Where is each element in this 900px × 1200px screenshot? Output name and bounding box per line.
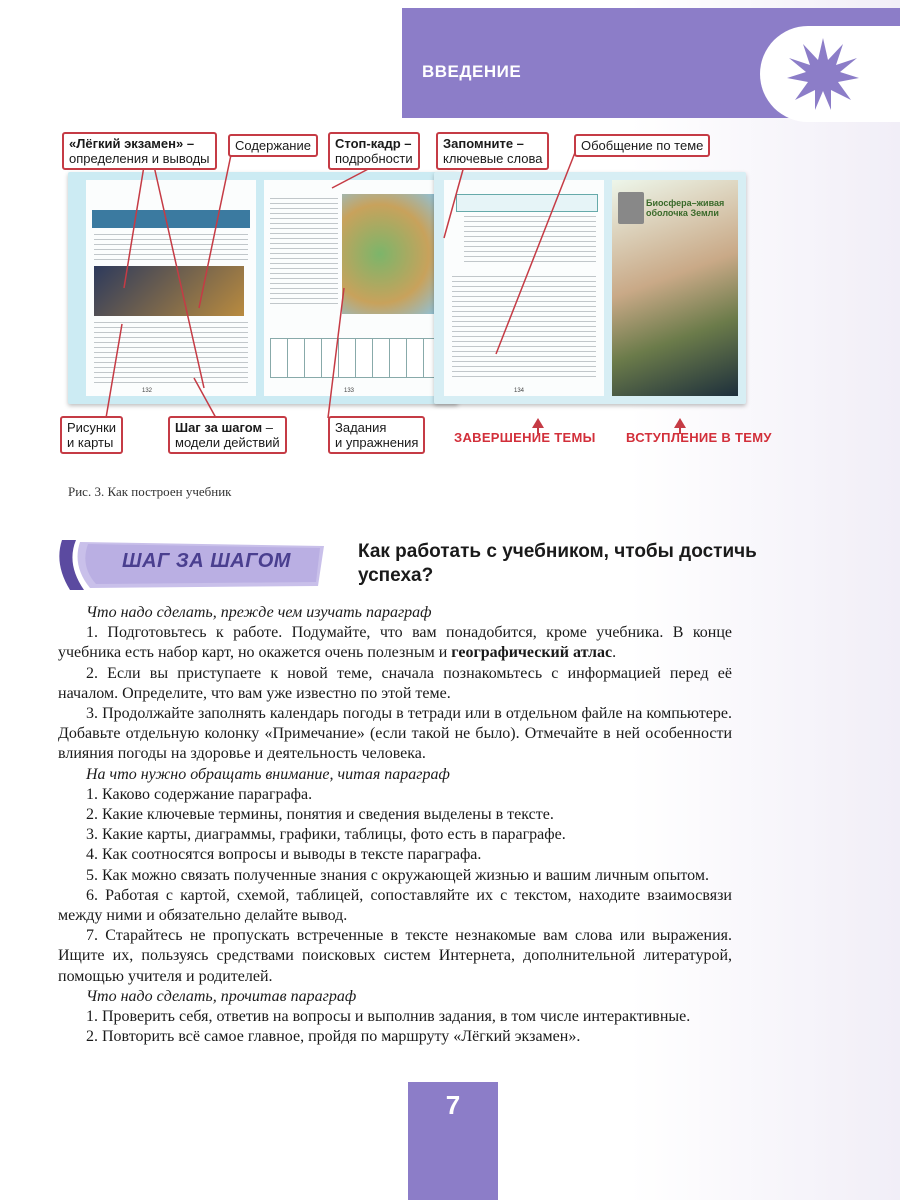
callout-pictures: Рисунки и карты [60,416,123,454]
book-page-photo [612,180,738,396]
callout-contents: Содержание [228,134,318,157]
callout-tasks: Задания и упражнения [328,416,425,454]
paragraph-2: 2. Если вы приступаете к новой теме, сначала познакомьтесь с информацией перед её началом. Определите, что вам уже известно по этой теме. [58,664,732,702]
callout-easy-exam: «Лёгкий экзамен» – определения и выводы [62,132,217,170]
callout-step-by-step: Шаг за шагом – модели действий [168,416,287,454]
star-icon [785,36,861,112]
section-heading: Как работать с учебником, чтобы достичь успеха? [358,541,757,586]
paragraph-3: 3. Продолжайте заполнять календарь погоды в тетради или в отдельном файле на компьютере. Добавьте отдельную колонку «Примечание» (если такой не было). Отмечайте в ней особенности влияния погоды на здоровье и деятельность человека. [58,705,732,763]
book-spread-left [68,172,458,404]
body-text [58,603,732,1047]
page-number: 7 [445,1090,461,1120]
callout-summary: Обобщение по теме [574,134,710,157]
book-page-133: 133 [264,180,442,396]
subheading-after: Что надо сделать, прочитав параграф [86,987,357,1005]
list-item: 2. Повторить всё самое главное, пройдя по маршруту «Лёгкий экзамен». [86,1028,581,1046]
paragraph-1: 1. Подготовьтесь к работе. Подумайте, что вам понадобится, кроме учебника. В конце учебника есть набор карт, но окажется очень полезным и географический атлас. [58,624,732,662]
book-page-132: 132 [86,180,256,396]
list-item: 7. Старайтесь не пропускать встреченные в тексте незнакомые вам слова или выражения. Ищите их, пользуясь средствами поисковых систем Интернета, дополнительной литературой, помощью учителя и родителей. [58,927,732,985]
list-item: 5. Как можно связать полученные знания с окружающей жизнью и вашим личным опытом. [86,866,709,884]
book-spread-right [434,172,746,404]
list-item: 3. Какие карты, диаграммы, графики, таблицы, фото есть в параграфе. [86,826,566,844]
step-badge-label: ШАГ ЗА ШАГОМ [122,550,291,572]
list-item: 4. Как соотносятся вопросы и выводы в тексте параграфа. [86,846,482,864]
figure-caption: Рис. 3. Как построен учебник [68,484,232,499]
book-right-title: Биосфера–живая оболочка Земли [646,198,725,218]
label-topic-intro: ВСТУПЛЕНИЕ В ТЕМУ [626,430,772,445]
subheading-while: На что нужно обращать внимание, читая параграф [86,765,450,783]
list-item: 1. Проверить себя, ответив на вопросы и выполнив задания, в том числе интерактивные. [86,1008,691,1026]
list-item: 2. Какие ключевые термины, понятия и сведения выделены в тексте. [86,806,554,824]
textbook-figure [44,128,780,463]
book-page-134: 134 [444,180,604,396]
list-item: 1. Каково содержание параграфа. [86,785,313,803]
label-topic-end: ЗАВЕРШЕНИЕ ТЕМЫ [454,430,596,445]
callout-stopframe: Стоп-кадр – подробности [328,132,420,170]
section-title: ВВЕДЕНИЕ [422,62,522,81]
list-item: 6. Работая с картой, схемой, таблицей, сопоставляйте их с текстом, находите взаимосвязи между ними и обязательно делайте вывод. [58,886,732,925]
callout-remember: Запомните – ключевые слова [436,132,549,170]
subheading-before: Что надо сделать, прежде чем изучать параграф [86,604,432,621]
